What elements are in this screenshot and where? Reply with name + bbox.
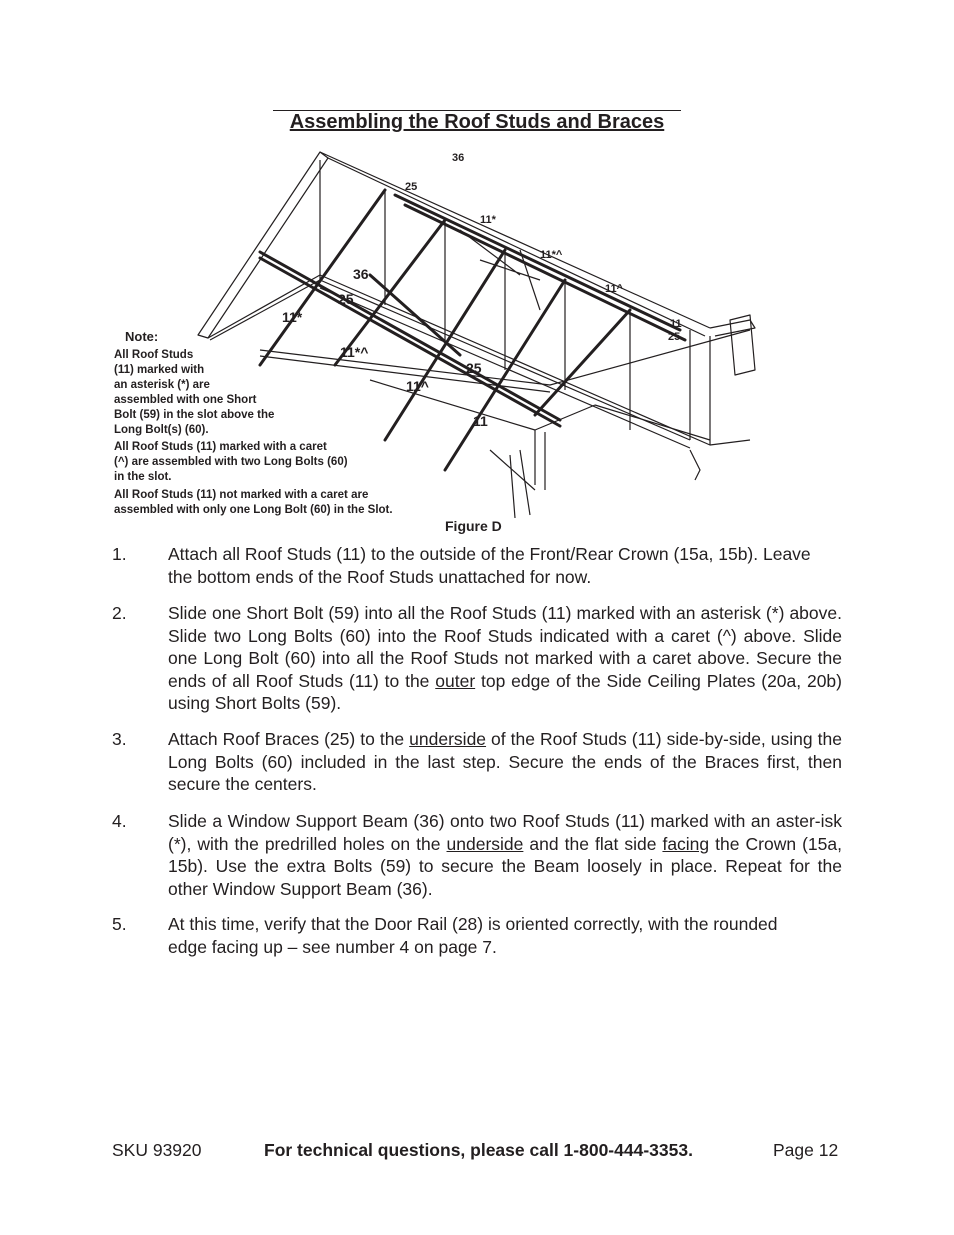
- callout-11c-top: 11^: [605, 283, 624, 295]
- note-line: All Roof Studs (11) marked with a caret: [114, 441, 327, 453]
- callout-11b-top: 11*^: [540, 249, 563, 261]
- step-number: 3.: [112, 729, 127, 749]
- right-end-frame: [690, 315, 755, 480]
- note-line: Long Bolt(s) (60).: [114, 424, 209, 436]
- page-title: Assembling the Roof Studs and Braces: [289, 111, 665, 133]
- note-line: Bolt (59) in the slot above the: [114, 409, 275, 421]
- step-number: 5.: [112, 914, 127, 934]
- door-frame: [490, 430, 545, 490]
- roof-stud-5: [535, 310, 630, 415]
- note-line: assembled with one Short: [114, 394, 257, 406]
- roof-brace-top-2: [405, 205, 685, 340]
- note-line: (^) are assembled with two Long Bolts (60): [114, 456, 348, 468]
- step-text: Attach Roof Braces (25) to the underside of the Roof Studs (11) side-by-side, using the Long Bolts (60) included in the last step. Secure the ends of the Braces first, then secure the centers.: [168, 729, 842, 794]
- callout-11c-low: 11^: [406, 378, 429, 394]
- callout-11-right: 11: [670, 318, 682, 330]
- callout-25-top: 25: [405, 181, 418, 193]
- callout-25-mid: 25: [338, 291, 354, 307]
- back-roof-diagonals: [460, 230, 540, 310]
- note-line: assembled with only one Long Bolt (60) in the Slot.: [114, 504, 393, 516]
- footer-page-number: Page 12: [773, 1140, 839, 1160]
- note-line: All Roof Studs: [114, 349, 194, 361]
- footer-support: For technical questions, please call 1-800-444-3353.: [264, 1140, 693, 1160]
- footer-sku: SKU 93920: [112, 1140, 202, 1160]
- note-line: in the slot.: [114, 471, 172, 483]
- callout-11a-top: 11*: [480, 214, 496, 226]
- roof-brace-front: [260, 252, 560, 420]
- note-heading: Note:: [125, 329, 159, 344]
- left-gable-frame: [198, 152, 328, 338]
- callout-11-low: 11: [473, 413, 488, 429]
- step-text-line: Attach all Roof Studs (11) to the outside of the Front/Rear Crown (15a, 15b). Leave: [168, 544, 811, 564]
- callout-25-right: 25: [668, 331, 681, 343]
- step-text: Slide one Short Bolt (59) into all the Roof Studs (11) marked with an asterisk (*) above. Slide two Long Bolts (60) into the Roof Studs indicated with a caret (^) above. Slide one Long Bolt (60) into all the Roof Studs not marked with a caret above. Secure the ends of all Roof Studs (11) to the outer top edge of the Side Ceiling Plates (20a, 20b) using Short Bolts (59).: [168, 603, 842, 713]
- step-number: 4.: [112, 811, 127, 831]
- step-text-line: the bottom ends of the Roof Studs unattached for now.: [168, 566, 592, 587]
- roof-brace-top: [395, 195, 680, 330]
- callout-25-low: 25: [466, 360, 482, 376]
- step-number: 1.: [112, 544, 127, 564]
- callout-36-mid: 36: [353, 266, 369, 282]
- note-line: an asterisk (*) are: [114, 379, 210, 391]
- figure-caption: Figure D: [445, 518, 502, 534]
- note-line: All Roof Studs (11) not marked with a caret are: [114, 489, 369, 501]
- step-number: 2.: [112, 603, 127, 623]
- front-lower-frame: [370, 380, 710, 518]
- note-line: (11) marked with: [114, 364, 205, 376]
- callout-11a-left: 11*: [282, 309, 303, 325]
- step-text-line: At this time, verify that the Door Rail (28) is oriented correctly, with the rounded: [168, 914, 778, 934]
- right-gable-frame: [710, 320, 755, 336]
- step-text-line: edge facing up – see number 4 on page 7.: [168, 936, 497, 957]
- callout-36-top: 36: [452, 152, 465, 164]
- callout-11b-mid: 11*^: [340, 344, 369, 360]
- step-text: Slide a Window Support Beam (36) onto two Roof Studs (11) marked with an aster-isk (*), with the predrilled holes on the underside and the flat side facing the Crown (15a, 15b). Use the extra Bolts (59) to secure the Beam loosely in place. Repeat for the other Window Support Beam (36).: [168, 811, 842, 899]
